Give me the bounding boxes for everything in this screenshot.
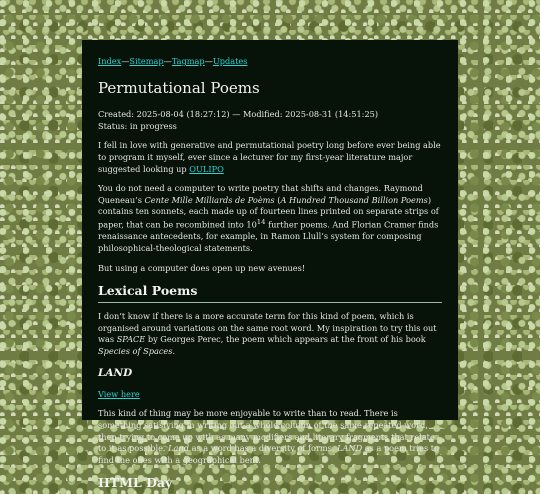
lexical-paragraph-1: I don’t know if there is a more accurate term for this kind of poem, which is organised around variations on the same root word. My inspiration to try this out was SPACE by Georges Perec, the poem which appears at the front of his book Species of Spaces.: [98, 311, 437, 357]
page-title: Permutational Poems: [98, 78, 260, 97]
poem-title: SPACE: [116, 334, 146, 345]
page-meta: [98, 109, 442, 132]
status-text: Status: in progress: [98, 120, 177, 131]
intro-paragraph-3: But using a computer does open up new avenues!: [98, 262, 306, 273]
exponent: 14: [256, 218, 266, 227]
intro-paragraph-1: I fell in love with generative and permutational poetry long before ever being able to program it myself, ever since a lecturer for my first-year literature major suggested looking up OULIPO: [98, 140, 441, 174]
book-title: Species of Spaces: [98, 346, 173, 357]
oulipo-link[interactable]: OULIPO: [189, 163, 224, 174]
book-title: A Hundred Thousand Billion Poems: [280, 194, 428, 205]
content-panel: [82, 40, 458, 491]
nav-separator: —: [163, 56, 172, 66]
view-here-paragraph: [98, 389, 442, 401]
nav-separator: —: [121, 56, 130, 66]
section-heading-lexical-poems: Lexical Poems: [98, 282, 442, 303]
lexical-paragraph-2: This kind of thing may be more enjoyable to write than to read. There is something satisfying in writing out a whole column of the same repeated word, then trying to come up with as many modifiers and literary fragments that relate to it as possible. Land as a word has a diversity of forms. LAND as a poem tries to find the ones with a geographical bent.: [98, 408, 440, 465]
nav-updates-link[interactable]: Updates: [212, 56, 248, 66]
top-nav: [98, 56, 442, 68]
nav-index-link[interactable]: Index: [98, 56, 122, 66]
created-modified-dates: Created: 2025-08-04 (18:27:12) — Modified: 2025-08-31 (14:51:25): [98, 108, 379, 119]
view-here-link[interactable]: View here: [98, 388, 140, 399]
nav-sitemap-link[interactable]: Sitemap: [129, 56, 164, 66]
nav-separator: —: [204, 56, 213, 66]
nav-tagmap-link[interactable]: Tagmap: [171, 56, 205, 66]
subsection-heading-land: LAND: [98, 366, 133, 379]
section-heading-html-day: HTML Day: [98, 475, 173, 491]
intro-paragraph-2: You do not need a computer to write poetry that shifts and changes. Raymond Queneau’s Cente Mille Milliards de Poèms (A Hundred Thousand Billion Poems) contains ten sonnets, each made up of fourteen lines printed on separate strips of paper, that can be recombined into $10^{14}$ further poems. And Florian Cramer finds renaissance antecedents, for example, in Ramon Llull’s system for composing philosophical-theological statements.: [98, 183, 439, 254]
book-title: Cente Mille Milliards de Poèms: [144, 194, 275, 205]
